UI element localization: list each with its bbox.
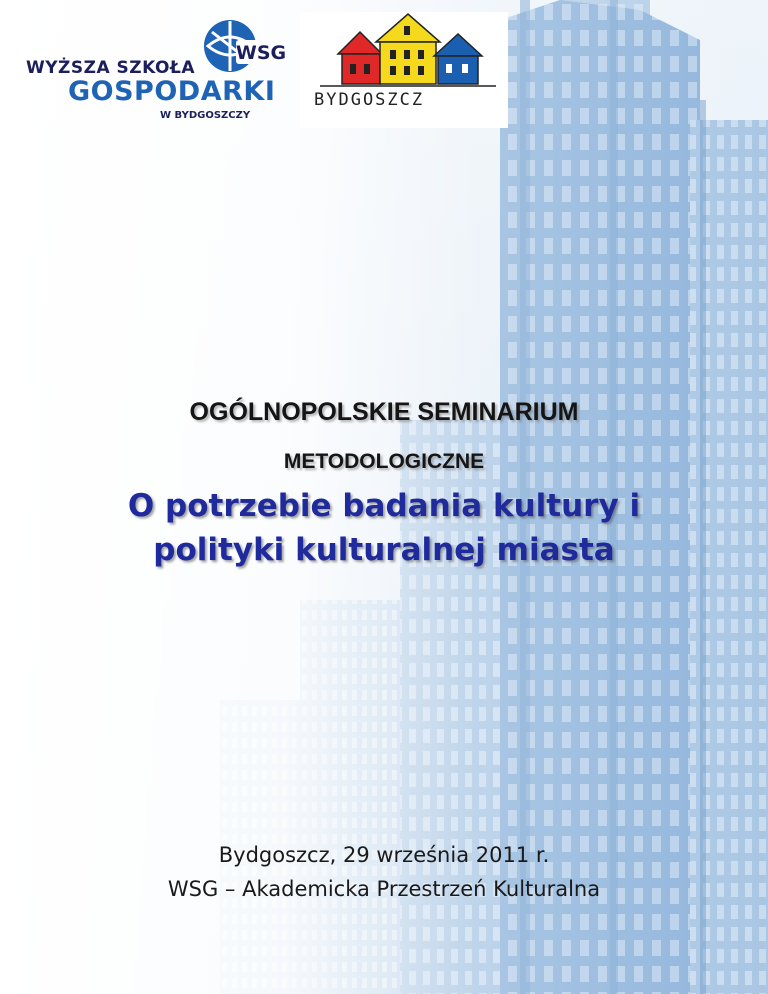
main-title [0, 484, 768, 572]
main-title-line1: O potrzebie badania kultury i [127, 488, 641, 524]
seminar-type-line2: METODOLOGICZNE [283, 450, 485, 473]
wsg-badge-text: WSG [235, 42, 286, 64]
globe-icon [200, 18, 286, 78]
seminar-type-line1: OGÓLNOPOLSKIE SEMINARIUM [189, 398, 579, 426]
venue: WSG – Akademicka Przestrzeń Kulturalna [167, 877, 601, 901]
document-heading [0, 392, 768, 572]
houses-icon [300, 12, 508, 92]
wsg-logo-line2: GOSPODARKI [68, 76, 276, 107]
place-date: Bydgoszcz, 29 września 2011 r. [218, 843, 550, 867]
wsg-logo-line3: W BYDGOSZCZY [160, 110, 251, 121]
bydgoszcz-logo-text: BYDGOSZCZ [314, 90, 425, 110]
bydgoszcz-logo [300, 12, 508, 128]
document-footer [0, 838, 768, 906]
main-title-line2: polityki kulturalnej miasta [153, 532, 615, 568]
wsg-logo-line1: WYŻSZA SZKOŁA [26, 58, 196, 78]
wsg-logo [18, 18, 288, 121]
